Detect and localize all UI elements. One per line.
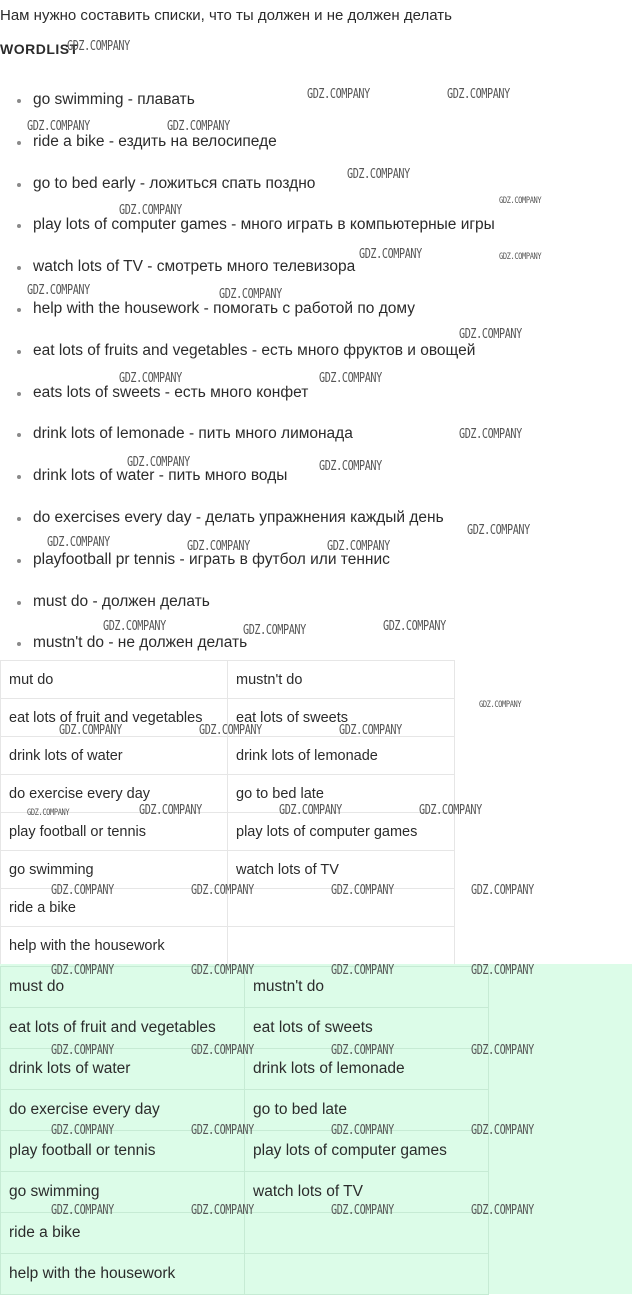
watermark: GDZ.COMPANY xyxy=(191,1123,254,1138)
watermark: GDZ.COMPANY xyxy=(307,87,370,102)
watermark: GDZ.COMPANY xyxy=(331,883,394,898)
table-cell: ride a bike xyxy=(1,1213,245,1254)
watermark: GDZ.COMPANY xyxy=(499,252,542,262)
table-row xyxy=(1,813,455,851)
wordlist-item: go swimming - плавать xyxy=(0,82,495,124)
watermark: GDZ.COMPANY xyxy=(447,87,510,102)
wordlist-title: WORDLIST xyxy=(0,41,79,57)
wordlist-item: drink lots of lemonade - пить много лимонада xyxy=(0,416,495,458)
table-cell: mustn't do xyxy=(245,967,489,1008)
watermark: GDZ.COMPANY xyxy=(243,623,306,638)
table-row xyxy=(1,737,455,775)
watermark: GDZ.COMPANY xyxy=(319,371,382,386)
wordlist-item: ride a bike - ездить на велосипеде xyxy=(0,124,495,166)
table-cell: do exercise every day xyxy=(1,1090,245,1131)
watermark: GDZ.COMPANY xyxy=(459,427,522,442)
table-cell xyxy=(245,1213,489,1254)
watermark: GDZ.COMPANY xyxy=(191,883,254,898)
watermark: GDZ.COMPANY xyxy=(459,327,522,342)
watermark: GDZ.COMPANY xyxy=(347,167,410,182)
watermark: GDZ.COMPANY xyxy=(119,203,182,218)
watermark: GDZ.COMPANY xyxy=(499,196,542,206)
watermark: GDZ.COMPANY xyxy=(471,883,534,898)
heading: Нам нужно составить списки, что ты должен и не должен делать xyxy=(0,7,452,24)
table-cell: play lots of computer games xyxy=(228,813,455,851)
table-cell: mustn't do xyxy=(228,661,455,699)
watermark: GDZ.COMPANY xyxy=(331,1043,394,1058)
wordlist xyxy=(0,82,495,667)
table-cell: eat lots of sweets xyxy=(228,699,455,737)
watermark: GDZ.COMPANY xyxy=(127,455,190,470)
table-cell: go swimming xyxy=(1,851,228,889)
watermark: GDZ.COMPANY xyxy=(279,803,342,818)
wordlist-item: eat lots of fruits and vegetables - есть много фруктов и овощей xyxy=(0,333,495,375)
table-cell: drink lots of water xyxy=(1,737,228,775)
table-cell: eat lots of fruit and vegetables xyxy=(1,699,228,737)
wordlist-item: drink lots of water - пить много воды xyxy=(0,458,495,500)
wordlist-item: playfootball pr tennis - играть в футбол или теннис xyxy=(0,542,495,584)
table-row xyxy=(1,661,455,699)
table-row xyxy=(1,775,455,813)
table-cell: eat lots of sweets xyxy=(245,1008,489,1049)
watermark: GDZ.COMPANY xyxy=(471,1203,534,1218)
watermark: GDZ.COMPANY xyxy=(27,283,90,298)
watermark: GDZ.COMPANY xyxy=(47,535,110,550)
watermark: GDZ.COMPANY xyxy=(219,287,282,302)
wordlist-item: must do - должен делать xyxy=(0,584,495,626)
watermark: GDZ.COMPANY xyxy=(419,803,482,818)
watermark: GDZ.COMPANY xyxy=(167,119,230,134)
wordlist-item: eats lots of sweets - есть много конфет xyxy=(0,375,495,417)
watermark: GDZ.COMPANY xyxy=(467,523,530,538)
watermark: GDZ.COMPANY xyxy=(51,1123,114,1138)
table-cell: go to bed late xyxy=(245,1090,489,1131)
table-cell: eat lots of fruit and vegetables xyxy=(1,1008,245,1049)
watermark: GDZ.COMPANY xyxy=(327,539,390,554)
watermark: GDZ.COMPANY xyxy=(51,1043,114,1058)
table-row xyxy=(1,1213,489,1254)
watermark: GDZ.COMPANY xyxy=(331,1123,394,1138)
watermark: GDZ.COMPANY xyxy=(359,247,422,262)
watermark: GDZ.COMPANY xyxy=(27,119,90,134)
table-cell: play lots of computer games xyxy=(245,1131,489,1172)
table-cell: drink lots of water xyxy=(1,1049,245,1090)
table-cell: drink lots of lemonade xyxy=(228,737,455,775)
watermark: GDZ.COMPANY xyxy=(331,1203,394,1218)
watermark: GDZ.COMPANY xyxy=(471,963,534,978)
wordlist-item: do exercises every day - делать упражнения каждый день xyxy=(0,500,495,542)
watermark: GDZ.COMPANY xyxy=(471,1043,534,1058)
watermark: GDZ.COMPANY xyxy=(199,723,262,738)
table-cell: must do xyxy=(1,967,245,1008)
watermark: GDZ.COMPANY xyxy=(479,700,522,710)
watermark: GDZ.COMPANY xyxy=(103,619,166,634)
table-cell: ride a bike xyxy=(1,889,228,927)
table-cell: go to bed late xyxy=(228,775,455,813)
watermark: GDZ.COMPANY xyxy=(319,459,382,474)
watermark: GDZ.COMPANY xyxy=(27,808,70,818)
watermark: GDZ.COMPANY xyxy=(191,1043,254,1058)
wordlist-item: mustn't do - не должен делать xyxy=(0,625,495,667)
watermark: GDZ.COMPANY xyxy=(191,963,254,978)
watermark: GDZ.COMPANY xyxy=(339,723,402,738)
table-cell: drink lots of lemonade xyxy=(245,1049,489,1090)
table-cell: mut do xyxy=(1,661,228,699)
table-cell: watch lots of TV xyxy=(228,851,455,889)
watermark: GDZ.COMPANY xyxy=(139,803,202,818)
watermark: GDZ.COMPANY xyxy=(59,723,122,738)
wordlist-item: watch lots of TV - смотреть много телевизора xyxy=(0,249,495,291)
table-row xyxy=(1,927,455,965)
watermark: GDZ.COMPANY xyxy=(119,371,182,386)
watermark: GDZ.COMPANY xyxy=(331,963,394,978)
watermark: GDZ.COMPANY xyxy=(51,883,114,898)
watermark: GDZ.COMPANY xyxy=(191,1203,254,1218)
table-cell: help with the housework xyxy=(1,927,228,965)
wordlist-item: help with the housework - помогать с работой по дому xyxy=(0,291,495,333)
table-cell: help with the housework xyxy=(1,1254,245,1295)
watermark: GDZ.COMPANY xyxy=(187,539,250,554)
table-cell xyxy=(245,1254,489,1295)
table-row xyxy=(1,1254,489,1295)
table-cell: go swimming xyxy=(1,1172,245,1213)
table-cell: play football or tennis xyxy=(1,813,228,851)
watermark: GDZ.COMPANY xyxy=(383,619,446,634)
wordlist-item: play lots of computer games - много играть в компьютерные игры xyxy=(0,207,495,249)
watermark: GDZ.COMPANY xyxy=(67,39,130,54)
watermark: GDZ.COMPANY xyxy=(471,1123,534,1138)
table-cell: watch lots of TV xyxy=(245,1172,489,1213)
wordlist-item: go to bed early - ложиться спать поздно xyxy=(0,166,495,208)
table-cell: play football or tennis xyxy=(1,1131,245,1172)
table-cell: do exercise every day xyxy=(1,775,228,813)
watermark: GDZ.COMPANY xyxy=(51,1203,114,1218)
table-cell xyxy=(228,927,455,965)
watermark: GDZ.COMPANY xyxy=(51,963,114,978)
